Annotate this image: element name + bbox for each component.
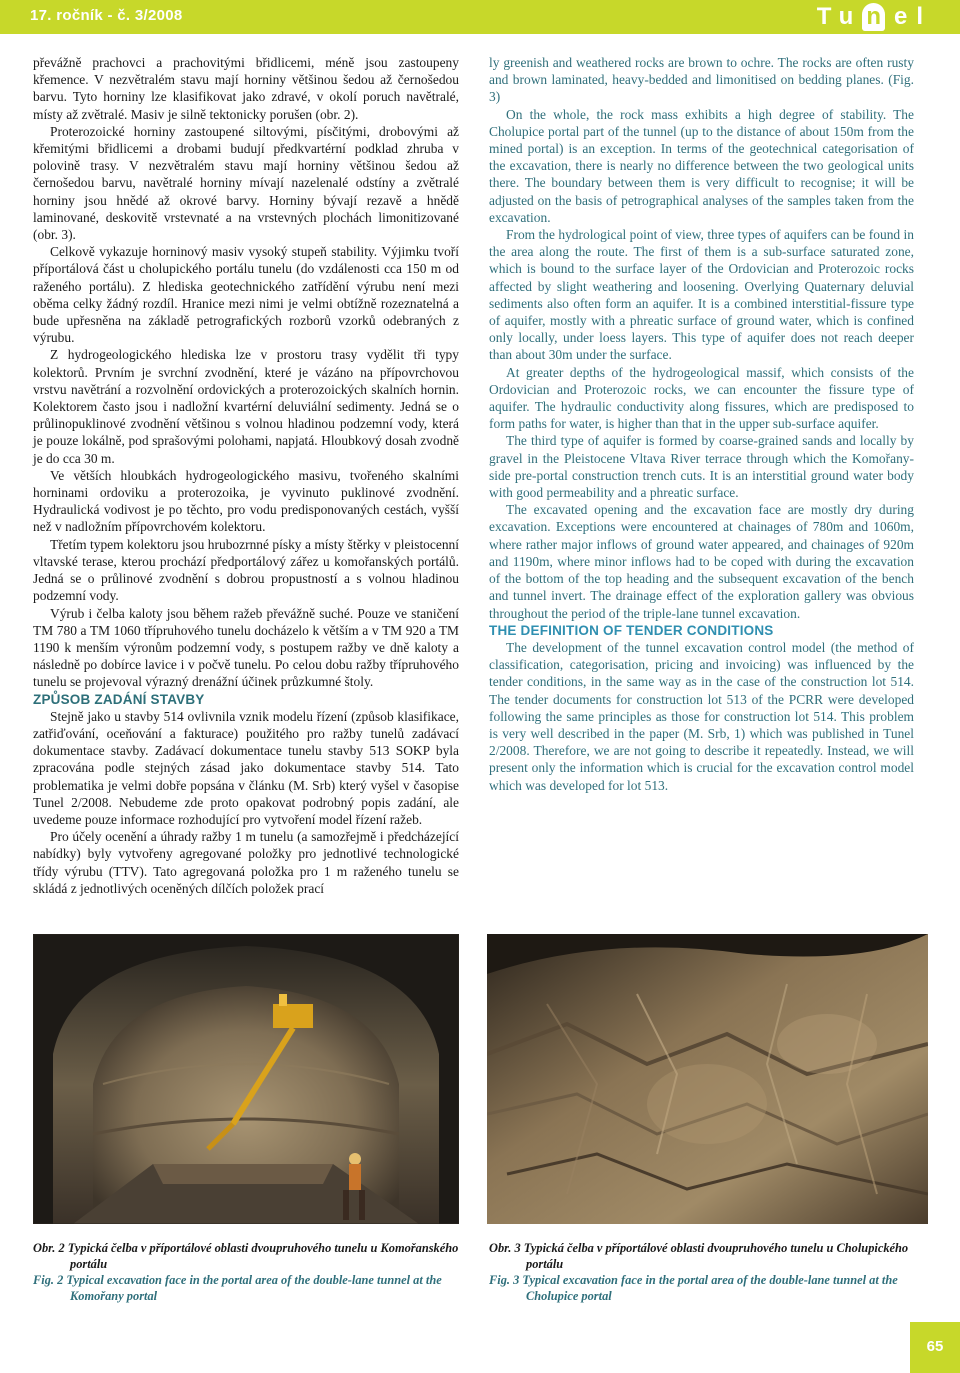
caption-fig2	[33, 1240, 459, 1304]
paragraph: Ve větších hloubkách hydrogeologického masivu, tvořeného skalními horninami ordoviku a proterozoika, je vyvinuto puklinové zvodnění. Hydraulická vodivost je po těchto, pro vodu predisponovaných cestách, vyšší než v nadložním přípovrchovém kolektoru.	[33, 467, 459, 535]
paragraph: The development of the tunnel excavation control model (the method of classification, categorisation, pricing and invoicing) was influenced by the tender conditions, in the same way as in the case of the construction lot 514. The tender documents for construction lot 513 of the PCRR were developed following the same principles as those for construction lot 514. This problem is very well described in the paper (M. Srb, 1) which was published in Tunel 2/2008. Therefore, we are not going to describe it repeatedly. Instead, we will present only the information which is crucial for the excavation control model which was developed for lot 513.	[489, 639, 914, 793]
paragraph: Třetím typem kolektoru jsou hrubozrnné písky a místy štěrky v pleistocenní vltavské terase, kterou prochází předportálový zářez u komořanských portálů. Jedná se o průlinové zvodnění s dobrou propustností a s volnou hladinou podzemní vody.	[33, 536, 459, 604]
paragraph: ly greenish and weathered rocks are brown to ochre. The rocks are often rusty and brown laminated, heavy-bedded and limonitised on bedding planes. (Fig. 3)	[489, 55, 914, 105]
paragraph: převážně prachovci a prachovitými břidlicemi, méně jsou zastoupeny křemence. V nezvětralém stavu mají horniny většinou šedou až černošedou barvu. Tyto horniny lze klasifikovat jako zdravé, v okolí poruch navětralé, místy až zvětralé. Masiv je silně tektonicky porušen (obr. 2).	[33, 55, 459, 122]
paragraph: Pro účely ocenění a úhrady ražby 1 m tunelu (a samozřejmě i předcházející nabídky) byly vytvořeny agregované položky pro jednotlivé technologické třídy výrubu (TTV). Tato agregovaná položka pro 1 m raženého tunelu se skládá z jednotlivých oceněných dílčích položek prací	[33, 829, 459, 896]
paragraph: The third type of aquifer is formed by coarse-grained sands and locally by gravel in the Pleistocene Vltava River terrace through which the Komořany-side pre-portal construction trench cuts. It is an interstitial ground water body with good permeability and a phreatic surface.	[489, 433, 914, 501]
czech-column	[33, 54, 459, 897]
paragraph: At greater depths of the hydrogeological massif, which consists of the Ordovician and Proterozoic rocks, we can encounter the fissure type of aquifer. The hydraulic conductivity along fissures, which are predisposed to form paths for water, is higher than that in the upper sub-surface aquifer.	[489, 364, 914, 432]
section-title-en: THE DEFINITION OF TENDER CONDITIONS	[489, 622, 774, 638]
logo-text-right: el	[893, 3, 932, 30]
paragraph: From the hydrological point of view, three types of aquifers can be found in the area along the route. The first of them is a sub-surface saturated zone, which is bound to the surface layer of the Ordovician and Proterozoic rocks affected by slight weathering and loosening. Overlying Quaternary deluvial sediments also often form an aquifer. It is a combined interstitial-fissure type of aquifer, mostly with a phreatic surface of ground water, which is confined only locally, under loess layers. This type of aquifer does not reach deeper than about 30m under the surface.	[489, 227, 914, 363]
caption-czech: Obr. 2 Typická čelba v příportálové oblasti dvoupruhového tunelu u Komořanského portálu	[33, 1241, 459, 1271]
issue-label: 17. ročník - č. 3/2008	[30, 7, 183, 24]
photo-fig2-komorany-face	[33, 934, 459, 1224]
paragraph: The excavated opening and the excavation face are mostly dry during excavation. Exceptions were encountered at chainages of 780m and 1060m, where rather major inflows of ground water appeared, and chainages of 920m and 1190m, where minor inflows had to be coped with during the excavation of the bottom of the top heading and the subsequent excavation of the bench and tunnel invert. The drainage effect of the exploration gallery was obvious throughout the period of the triple-lane tunnel excavation.	[489, 502, 914, 621]
caption-english: Fig. 2 Typical excavation face in the portal area of the double-lane tunnel at the Komořany portal	[33, 1273, 442, 1303]
paragraph: Výrub i čelba kaloty jsou během ražeb převážně suché. Pouze ve staničení TM 780 a TM 1060 třípruhového tunelu docházelo k větším a v TM 920 a TM 1190 k menším výronům podzemní vody, s postupem ražby ve dně kaloty a následně po dobírce lavice i v počvě tunelu. Po celou dobu ražby třípruhového tunelu se projevoval výrazný drenážní účinek průzkumné štoly.	[33, 605, 459, 690]
logo-text-left: Tu	[816, 3, 863, 30]
paragraph: Celkově vykazuje horninový masiv vysoký stupeň stability. Výjimku tvoří příportálová část u cholupického portálu tunelu (do vzdálenosti cca 150 m od raženého portálu). Z hlediska geotechnického zatřídění výrubu není mezi oběma celky žádný rozdíl. Hranice mezi nimi je velmi obtížně rozeznatelná a bude upřesněna na základě petrografických rozborů vzorků odebraných z výrubu.	[33, 244, 459, 346]
photo-fig3-cholupice-face	[487, 934, 928, 1224]
paragraph: Proterozoické horniny zastoupené siltovými, písčitými, drobovými až křemitými břidlicemi a drobami budují předkvartérní podklad zhruba v polovině trasy. V nezvětralém stavu mají horniny většinou šedou až černošedou barvu, navětralé horniny mívají nazelenalé odstíny a zvětralé horniny jsou hnědé až okrové barvy. Horniny bývají rezavě a hnědě laminované, deskovitě vrstevnaté a na vrstevných plochách limonitizované (obr. 3).	[33, 123, 459, 243]
caption-czech: Obr. 3 Typická čelba v příportálové oblasti dvoupruhového tunelu u Cholupického portálu	[489, 1241, 909, 1271]
page-header	[0, 0, 960, 34]
paragraph: On the whole, the rock mass exhibits a high degree of stability. The Cholupice portal part of the tunnel (up to the distance of about 150m from the mined portal) is an exception. In terms of the geotechnical categorisation of the excavation, there is nearly no difference between the two geological units there. The boundary between them is very difficult to recognise; it will be adjusted on the basis of petrographical analyses of the samples taken from the excavation.	[489, 106, 914, 225]
page-number-box	[910, 1322, 960, 1373]
logo-tunnel-letter: n	[862, 3, 885, 31]
paragraph: Stejně jako u stavby 514 ovlivnila vznik modelu řízení (způsob klasifikace, zatřiďování, oceňování a fakturace) použitého pro ražby tunelů zadávací dokumentace stavby. Zadávací dokumentace tunelu stavby 513 SOKP byla zpracována podle stejných zásad jako dokumentace stavby 514. Tato problematika je velmi dobře popsána v článku (M. Srb) který vyšel v časopise Tunel 2/2008. Nebudeme zde proto opakovat podrobný popis zadání, ale uvedeme pouze informace rozhodující pro vytvoření model řízení ražeb.	[33, 708, 459, 827]
caption-english: Fig. 3 Typical excavation face in the portal area of the double-lane tunnel at the Cholupice portal	[489, 1273, 898, 1303]
section-title-cz: ZPŮSOB ZADÁNÍ STAVBY	[33, 691, 205, 707]
english-column	[489, 54, 914, 794]
paragraph: Z hydrogeologického hlediska lze v prostoru trasy vydělit tři typy kolektorů. Prvním je svrchní zvodnění, které je vázáno na přípovrchovou vrstvu navětrání a rozvolnění ordovických a proterozoických skalních hornin. Kolektorem často jsou i nadložní kvartérní deluviální sedimenty. Jedná se o průlinopuklinové zvodnění většinou s volnou hladinou podzemní vody, která je pouze lokálně, pod sprašovými polohami, napjatá. Hloubkový dosah zvodně je do cca 30 m.	[33, 347, 459, 466]
page-number: 65	[926, 1338, 944, 1355]
tunel-logo	[817, 3, 932, 31]
caption-fig3	[489, 1240, 917, 1304]
